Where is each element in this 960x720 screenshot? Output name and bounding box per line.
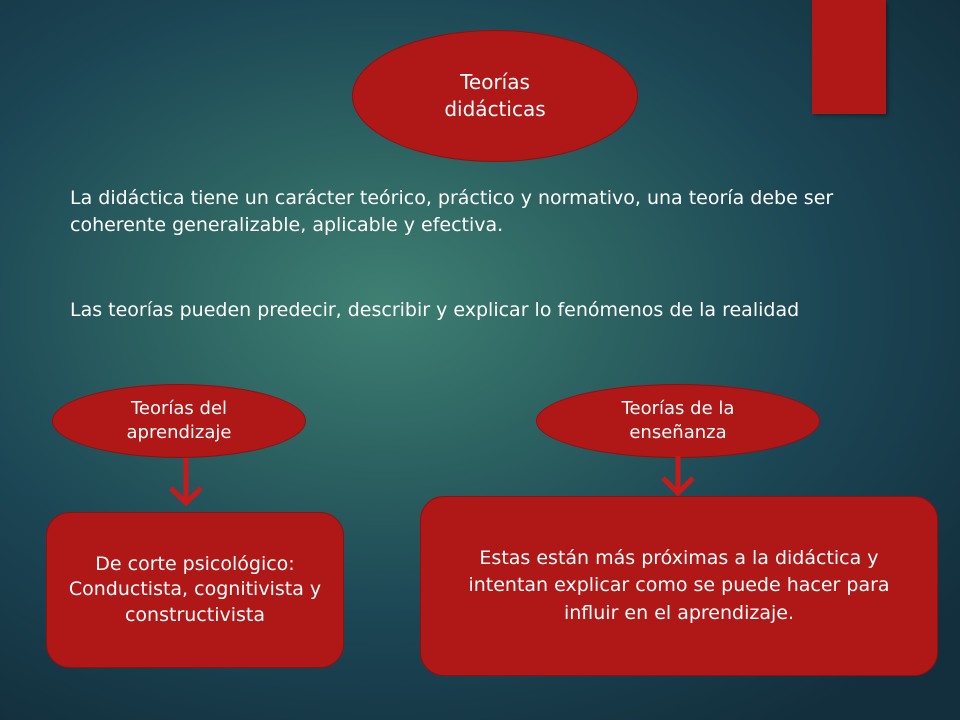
title-text: Teorías didácticas xyxy=(444,70,546,121)
down-arrow-left xyxy=(168,458,204,506)
learning-theories-oval xyxy=(52,384,306,458)
title-oval xyxy=(352,30,638,162)
down-arrow-right xyxy=(660,456,696,496)
teaching-theories-box xyxy=(420,496,938,676)
intro-paragraph: La didáctica tiene un carácter teórico, práctico y normativo, una teoría debe ser coherente generalizable, aplicable y efectiva. xyxy=(70,187,834,236)
teaching-theories-oval xyxy=(536,384,820,458)
corner-accent-bar xyxy=(812,0,886,114)
psychological-theories-text: De corte psicológico: Conductista, cognitivista y constructivista xyxy=(68,552,322,626)
teaching-theories-label: Teorías de la enseñanza xyxy=(621,397,735,443)
second-paragraph: Las teorías pueden predecir, describir y explicar lo fenómenos de la realidad xyxy=(70,299,800,321)
psychological-theories-box xyxy=(46,512,344,668)
learning-theories-label: Teorías del aprendizaje xyxy=(126,397,232,443)
teaching-theories-text: Estas están más próximas a la didáctica y intentan explicar como se puede hacer para influir en el aprendizaje. xyxy=(468,546,890,624)
